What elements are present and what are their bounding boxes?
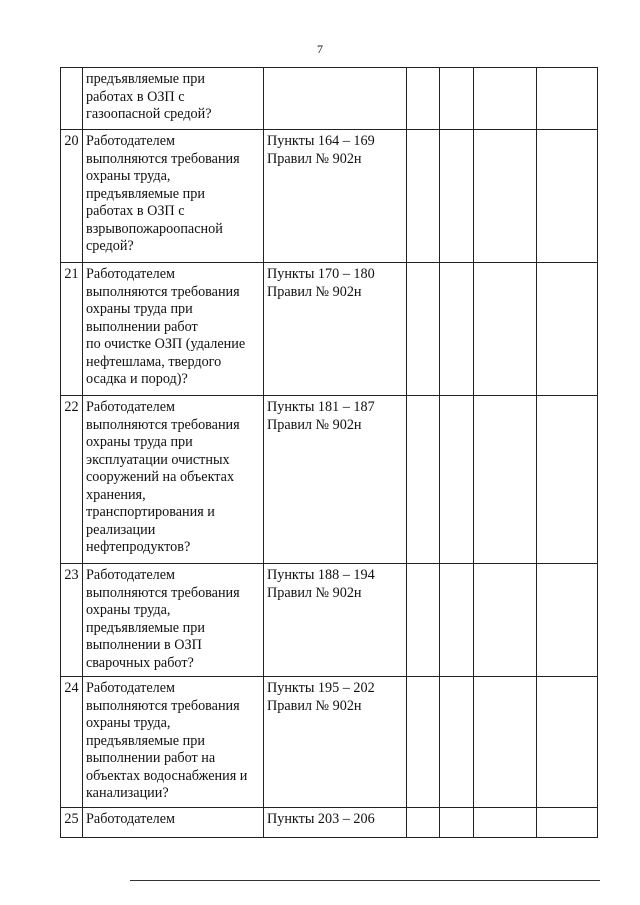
question-cell: Работодателем выполняются требования охраны труда при выполнении работ по очистке ОЗП (удаление нефтешлама, твердого осадка и пород)? <box>83 263 264 396</box>
question-cell: предъявляемые при работах в ОЗП с газоопасной средой? <box>83 68 264 130</box>
row-number: 23 <box>61 564 83 677</box>
requirement-cell: Пункты 195 – 202 Правил № 902н <box>264 677 407 808</box>
question-cell: Работодателем выполняются требования охраны труда, предъявляемые при выполнении работ на объектах водоснабжения и канализации? <box>83 677 264 808</box>
requirement-cell <box>264 68 407 130</box>
checklist-table <box>60 67 598 838</box>
row-number: 21 <box>61 263 83 396</box>
answer-no-cell <box>440 807 474 837</box>
answer-yes-cell <box>407 263 440 396</box>
row-number: 25 <box>61 807 83 837</box>
answer-na-cell <box>474 130 537 263</box>
answer-yes-cell <box>407 130 440 263</box>
page-number: 7 <box>317 42 323 56</box>
answer-na-cell <box>474 564 537 677</box>
answer-na-cell <box>474 807 537 837</box>
table-row <box>61 677 598 808</box>
answer-no-cell <box>440 263 474 396</box>
notes-cell <box>537 677 598 808</box>
notes-cell <box>537 130 598 263</box>
table-row <box>61 807 598 837</box>
answer-na-cell <box>474 677 537 808</box>
requirement-cell: Пункты 164 – 169 Правил № 902н <box>264 130 407 263</box>
requirement-cell: Пункты 181 – 187 Правил № 902н <box>264 396 407 564</box>
answer-yes-cell <box>407 564 440 677</box>
answer-no-cell <box>440 396 474 564</box>
notes-cell <box>537 807 598 837</box>
requirement-cell: Пункты 203 – 206 <box>264 807 407 837</box>
row-number: 24 <box>61 677 83 808</box>
notes-cell <box>537 263 598 396</box>
question-cell: Работодателем выполняются требования охраны труда, предъявляемые при работах в ОЗП с взрывопожароопасной средой? <box>83 130 264 263</box>
table-row <box>61 564 598 677</box>
notes-cell <box>537 564 598 677</box>
question-cell: Работодателем выполняются требования охраны труда при эксплуатации очистных сооружений на объектах хранения, транспортирования и реализации нефтепродуктов? <box>83 396 264 564</box>
answer-no-cell <box>440 68 474 130</box>
answer-yes-cell <box>407 807 440 837</box>
table-row <box>61 396 598 564</box>
requirement-cell: Пункты 188 – 194 Правил № 902н <box>264 564 407 677</box>
table-row <box>61 263 598 396</box>
notes-cell <box>537 68 598 130</box>
answer-no-cell <box>440 130 474 263</box>
row-number: 22 <box>61 396 83 564</box>
question-cell: Работодателем выполняются требования охраны труда, предъявляемые при выполнении в ОЗП сварочных работ? <box>83 564 264 677</box>
scan-edge-line <box>130 880 600 881</box>
table-row <box>61 68 598 130</box>
answer-no-cell <box>440 564 474 677</box>
answer-no-cell <box>440 677 474 808</box>
table-row <box>61 130 598 263</box>
notes-cell <box>537 396 598 564</box>
answer-na-cell <box>474 263 537 396</box>
row-number: 20 <box>61 130 83 263</box>
requirement-cell: Пункты 170 – 180 Правил № 902н <box>264 263 407 396</box>
answer-na-cell <box>474 396 537 564</box>
answer-yes-cell <box>407 68 440 130</box>
answer-yes-cell <box>407 677 440 808</box>
answer-na-cell <box>474 68 537 130</box>
question-cell: Работодателем <box>83 807 264 837</box>
row-number <box>61 68 83 130</box>
answer-yes-cell <box>407 396 440 564</box>
